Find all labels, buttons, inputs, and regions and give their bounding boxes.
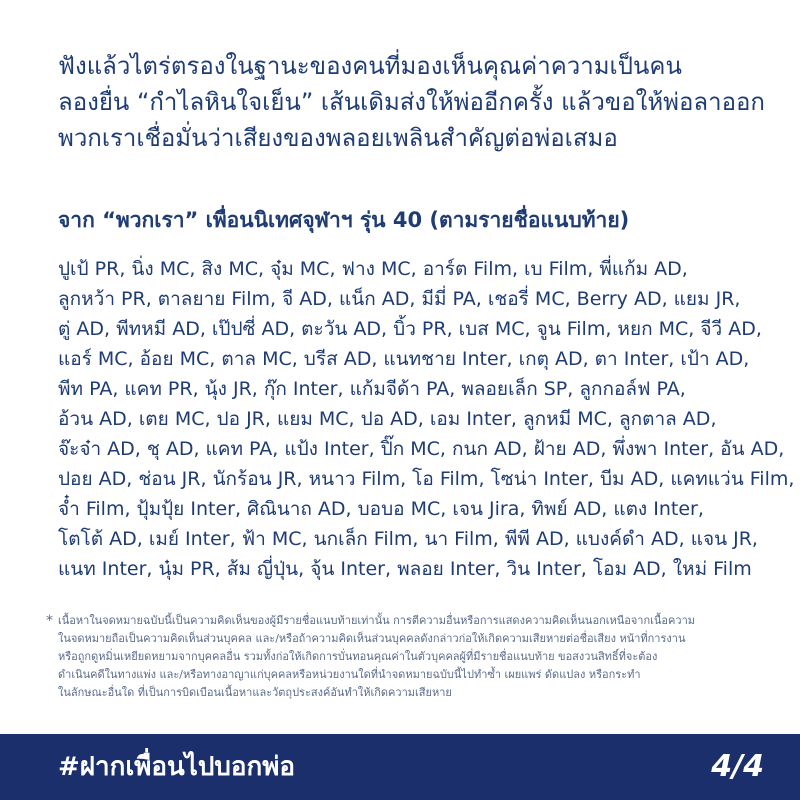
- disclaimer: [46, 612, 766, 702]
- disclaimer-marker: *: [46, 613, 53, 629]
- disclaimer-text: [58, 612, 766, 702]
- names-line: ตู่ AD, พีทหมี AD, เป๊ปซี่ AD, ตะวัน AD, บิ้ว PR, เบส MC, จูน Film, หยก MC, จีวี AD,: [58, 318, 762, 340]
- names-line: แนท Inter, นุ๋ม PR, ส้ม ญี่ปุ่น, จุ้น Inter, พลอย Inter, วิน Inter, โอม AD, ใหม่ Film: [58, 558, 752, 580]
- names-line: ปอย AD, ช่อน JR, นักร้อน JR, หนาว Film, โอ Film, โซน่า Inter, บีม AD, แคทแว่น Film,: [58, 468, 795, 490]
- disclaimer-line: ในจดหมายถือเป็นความคิดเห็นส่วนบุคคล และ/หรือถ้าความคิดเห็นส่วนบุคคลดังกล่าวก่อให้เกิดความเสียหายต่อชื่อเสียง หน้าที่การงาน: [58, 632, 686, 645]
- disclaimer-line: หรือถูกดูหมิ่นเหยียดหยามจากบุคคลอื่น รวมทั้งก่อให้เกิดการบั่นทอนคุณค่าในตัวบุคคลผู้ที่มีรายชื่อแนบท้าย ขอสงวนสิทธิ์ที่จะต้อง: [58, 650, 658, 663]
- names-line: จ๊ะจ๋า AD, ชุ AD, แคท PA, แป้ง Inter, ปิ๊ก MC, กนก AD, ฝ้าย AD, พึ่งพา Inter, อัน AD,: [58, 438, 785, 460]
- names-line: พีท PA, แคท PR, นุ้ง JR, กุ๊ก Inter, แก้มจีด้า PA, พลอยเล็ก SP, ลูกกอล์ฟ PA,: [58, 378, 686, 400]
- intro-line: พวกเราเชื่อมั่นว่าเสียงของพลอยเพลินสำคัญต่อพ่อเสมอ: [58, 124, 618, 152]
- hashtag: #ฝากเพื่อนไปบอกพ่อ: [58, 752, 295, 782]
- names-list: [58, 254, 795, 584]
- names-line: ลูกหว้า PR, ตาลยาย Film, จี AD, แน็ก AD, มีมี่ PA, เชอรี่ MC, Berry AD, แยม JR,: [58, 288, 741, 310]
- names-line: อ้วน AD, เตย MC, ปอ JR, แยม MC, ปอ AD, เอม Inter, ลูกหมี MC, ลูกตาล AD,: [58, 408, 717, 430]
- names-line: ปูเป้ PR, นิ่ง MC, สิง MC, จุ๋ม MC, ฟาง MC, อาร์ต Film, เบ Film, พี่แก้ม AD,: [58, 258, 688, 280]
- disclaimer-line: ในลักษณะอื่นใด ที่เป็นการบิดเบือนเนื้อหาและวัตถุประสงค์อันทำให้เกิดความเสียหาย: [58, 686, 452, 699]
- names-line: แอร์ MC, อ้อย MC, ตาล MC, บรีส AD, แนทชาย Inter, เกตุ AD, ตา Inter, เป้า AD,: [58, 348, 750, 370]
- footer-bar: [0, 734, 800, 800]
- from-heading: จาก “พวกเรา” เพื่อนนิเทศจุฬาฯ รุ่น 40 (ตามรายชื่อแนบท้าย): [58, 208, 630, 232]
- disclaimer-line: เนื้อหาในจดหมายฉบับนี้เป็นความคิดเห็นของผู้มีรายชื่อแนบท้ายเท่านั้น การตีความอื่นหรือการแสดงความคิดเห็นนอกเหนือจากเนื้อความ: [58, 614, 695, 627]
- intro-line: ฟังแล้วไตร่ตรองในฐานะของคนที่มองเห็นคุณค่าความเป็นคน: [58, 52, 682, 80]
- intro-paragraph: [58, 48, 765, 156]
- intro-line: ลองยื่น “กำไลหินใจเย็น” เส้นเดิมส่งให้พ่ออีกครั้ง แล้วขอให้พ่อลาออก: [58, 88, 765, 116]
- names-line: โตโต้ AD, เมย์ Inter, ฟ้า MC, นกเล็ก Film, นา Film, พีพี AD, แบงค์ดำ AD, แจน JR,: [58, 528, 758, 550]
- names-line: จ๋ำ Film, ปุ้มปุ้ย Inter, ศิณินาถ AD, บอบอ MC, เจน Jira, ทิพย์ AD, แตง Inter,: [58, 498, 704, 520]
- page-number: 4/4: [711, 749, 764, 784]
- disclaimer-line: ดำเนินคดีในทางแพ่ง และ/หรือทางอาญาแก่บุคคลหรือหน่วยงานใดที่นำจดหมายฉบับนี้ไปทำซ้ำ เผยแพร่ ดัดแปลง หรือกระทำ: [58, 668, 641, 681]
